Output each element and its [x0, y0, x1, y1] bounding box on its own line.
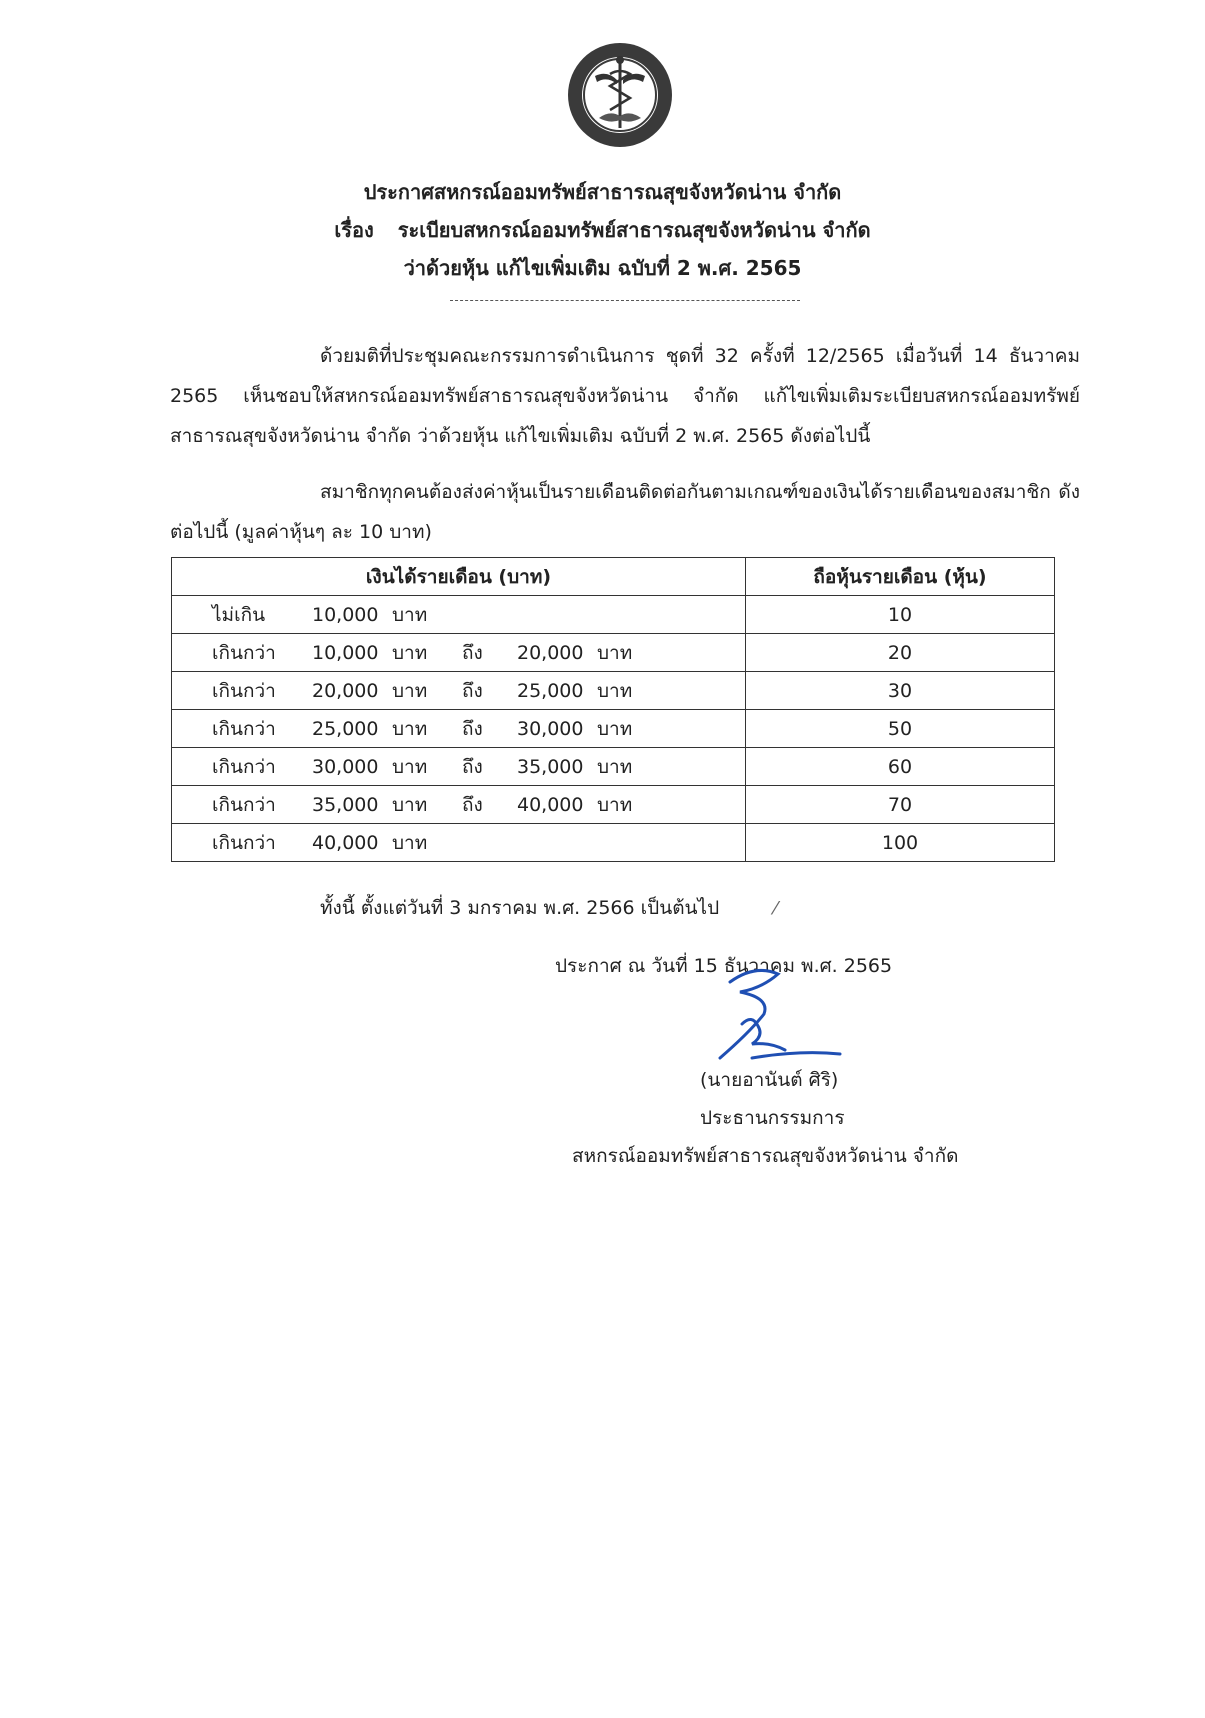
- income-range-cell: [172, 786, 746, 824]
- range-prefix: เกินกว่า: [212, 679, 276, 702]
- range-prefix: เกินกว่า: [212, 717, 276, 740]
- range-from-unit: บาท: [392, 603, 428, 626]
- range-to-word: ถึง: [462, 717, 483, 740]
- table-body: [172, 596, 1055, 862]
- subject-line: [0, 216, 1205, 244]
- range-from-unit: บาท: [392, 679, 428, 702]
- table-row: [172, 634, 1055, 672]
- range-from-amount: 25,000: [312, 717, 379, 740]
- shares-cell: 10: [746, 596, 1055, 634]
- resolution-paragraph: [170, 336, 1080, 456]
- shares-cell: 30: [746, 672, 1055, 710]
- range-from-amount: 40,000: [312, 831, 379, 854]
- cooperative-seal-icon: [565, 40, 675, 150]
- shares-cell: 50: [746, 710, 1055, 748]
- income-range-cell: [172, 634, 746, 672]
- share-schedule-table: [171, 557, 1055, 862]
- income-range-cell: [172, 710, 746, 748]
- table-row: [172, 786, 1055, 824]
- range-to-amount: 35,000: [517, 755, 584, 778]
- table-row: [172, 748, 1055, 786]
- range-from-unit: บาท: [392, 755, 428, 778]
- subject-label: เรื่อง: [334, 218, 374, 242]
- shares-cell: 70: [746, 786, 1055, 824]
- signer-position: ประธานกรรมการ: [700, 1107, 845, 1129]
- table-row: [172, 824, 1055, 862]
- table-row: [172, 672, 1055, 710]
- range-to-word: ถึง: [462, 755, 483, 778]
- range-to-amount: 20,000: [517, 641, 584, 664]
- title-divider: [450, 300, 800, 301]
- range-to-word: ถึง: [462, 641, 483, 664]
- regulation-title: ว่าด้วยหุ้น แก้ไขเพิ่มเติม ฉบับที่ 2 พ.ศ. 2565: [403, 256, 802, 280]
- range-to-unit: บาท: [597, 679, 633, 702]
- range-to-unit: บาท: [597, 717, 633, 740]
- income-range-cell: [172, 672, 746, 710]
- effective-date-text: ทั้งนี้ ตั้งแต่วันที่ 3 มกราคม พ.ศ. 2566 เป็นต้นไป: [320, 897, 720, 919]
- signer-organization: สหกรณ์ออมทรัพย์สาธารณสุขจังหวัดน่าน จำกัด: [572, 1145, 959, 1167]
- range-from-unit: บาท: [392, 831, 428, 854]
- range-to-amount: 40,000: [517, 793, 584, 816]
- range-prefix: เกินกว่า: [212, 641, 276, 664]
- range-from-amount: 10,000: [312, 603, 379, 626]
- subject-text: ระเบียบสหกรณ์ออมทรัพย์สาธารณสุขจังหวัดน่าน จำกัด: [397, 218, 871, 242]
- table-header-row: [172, 558, 1055, 596]
- income-range-cell: [172, 596, 746, 634]
- range-to-word: ถึง: [462, 793, 483, 816]
- announcement-date: ประกาศ ณ วันที่ 15 ธันวาคม พ.ศ. 2565: [555, 955, 893, 977]
- shares-cell: 100: [746, 824, 1055, 862]
- income-range-cell: [172, 824, 746, 862]
- range-to-word: ถึง: [462, 679, 483, 702]
- shares-column-header: ถือหุ้นรายเดือน (หุ้น): [746, 558, 1055, 596]
- shares-cell: 20: [746, 634, 1055, 672]
- range-to-amount: 25,000: [517, 679, 584, 702]
- range-to-unit: บาท: [597, 641, 633, 664]
- income-range-cell: [172, 748, 746, 786]
- range-from-amount: 30,000: [312, 755, 379, 778]
- range-prefix: เกินกว่า: [212, 831, 276, 854]
- shares-cell: 60: [746, 748, 1055, 786]
- range-from-unit: บาท: [392, 641, 428, 664]
- resolution-text: ด้วยมติที่ประชุมคณะกรรมการดำเนินการ ชุดที่ 32 ครั้งที่ 12/2565 เมื่อวันที่ 14 ธันวาคม 2565 เห็นชอบให้สหกรณ์ออมทรัพย์สาธารณสุขจังหวัดน่าน จำกัด แก้ไขเพิ่มเติมระเบียบสหกรณ์ออมทรัพย์สาธารณสุขจังหวัดน่าน จำกัด ว่าด้วยหุ้น แก้ไขเพิ่มเติม ฉบับที่ 2 พ.ศ. 2565 ดังต่อไปนี้: [170, 345, 1080, 447]
- range-prefix: เกินกว่า: [212, 755, 276, 778]
- handwritten-signature: [700, 962, 870, 1067]
- range-from-amount: 10,000: [312, 641, 379, 664]
- range-from-amount: 20,000: [312, 679, 379, 702]
- check-mark-icon: ⁄: [774, 898, 778, 919]
- range-prefix: ไม่เกิน: [212, 603, 266, 626]
- income-column-header: เงินได้รายเดือน (บาท): [172, 558, 746, 596]
- range-from-unit: บาท: [392, 793, 428, 816]
- signer-name: (นายอานันต์ ศิริ): [700, 1069, 839, 1091]
- rule-text: สมาชิกทุกคนต้องส่งค่าหุ้นเป็นรายเดือนติดต่อกันตามเกณฑ์ของเงินได้รายเดือนของสมาชิก ดังต่อไปนี้ (มูลค่าหุ้นๆ ละ 10 บาท): [170, 481, 1080, 543]
- range-from-amount: 35,000: [312, 793, 379, 816]
- range-from-unit: บาท: [392, 717, 428, 740]
- rule-paragraph: [170, 472, 1080, 552]
- range-to-unit: บาท: [597, 755, 633, 778]
- table-row: [172, 596, 1055, 634]
- range-to-unit: บาท: [597, 793, 633, 816]
- range-prefix: เกินกว่า: [212, 793, 276, 816]
- table-row: [172, 710, 1055, 748]
- range-to-amount: 30,000: [517, 717, 584, 740]
- announcement-title: ประกาศสหกรณ์ออมทรัพย์สาธารณสุขจังหวัดน่าน จำกัด: [363, 180, 842, 204]
